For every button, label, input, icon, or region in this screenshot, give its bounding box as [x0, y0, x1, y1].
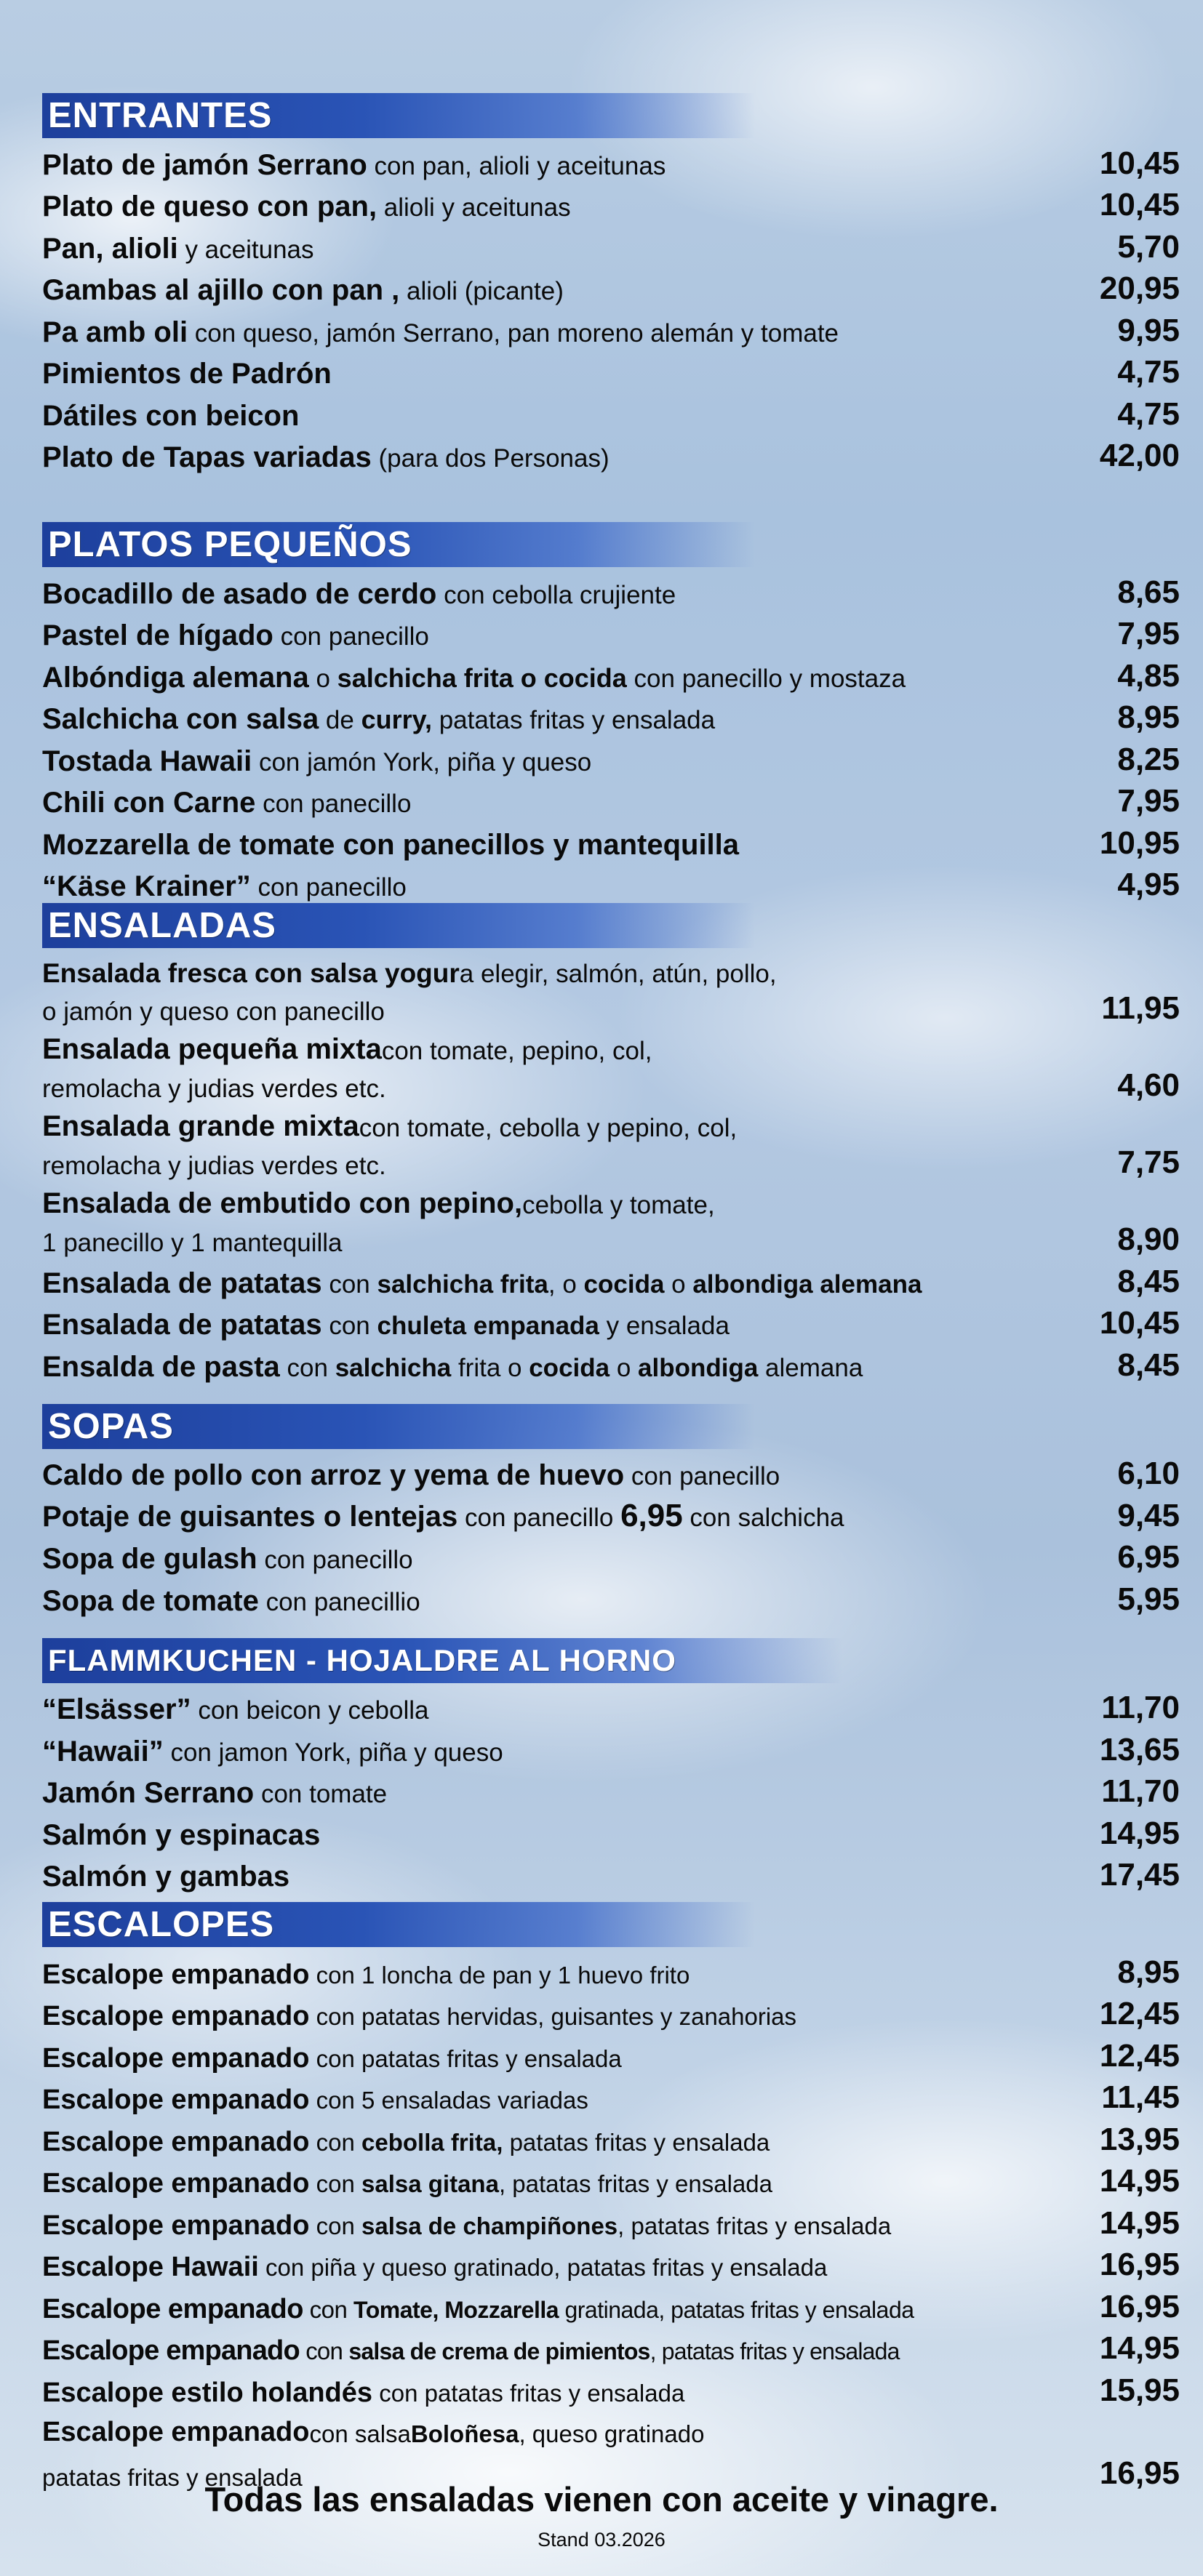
item-price: 16,95	[1099, 2247, 1180, 2282]
item-name: Ensalda de pasta	[42, 1350, 280, 1383]
item-name: chuleta empanada	[377, 1312, 599, 1340]
menu-item	[42, 1104, 1183, 1181]
item-price: 7,75	[1117, 1144, 1180, 1180]
item-name: salsa de champiñones	[361, 2212, 618, 2239]
menu-item	[42, 2325, 1183, 2367]
menu-item	[42, 1258, 1183, 1300]
item-price: 4,75	[1117, 396, 1180, 432]
item-name: Ensalada fresca con salsa yogur	[42, 958, 460, 988]
item-desc: con panecillo	[257, 1546, 413, 1574]
item-desc: con jamón York, piña y queso	[252, 747, 592, 777]
menu-item	[42, 1300, 1183, 1342]
menu-item	[42, 1810, 1183, 1852]
item-desc: con	[309, 2212, 362, 2239]
section-title: ENSALADAS	[48, 906, 276, 945]
item-name: Escalope empanado	[42, 2335, 300, 2366]
item-desc: con 1 loncha de pan y 1 huevo frito	[309, 1961, 690, 1989]
item-desc: con panecillo y mostaza	[626, 664, 906, 693]
menu-item	[42, 950, 1183, 1027]
item-name: Sopa de tomate	[42, 1584, 259, 1617]
item-desc: con	[321, 1269, 377, 1299]
menu-item	[42, 2242, 1183, 2284]
item-name: cocida	[529, 1353, 610, 1382]
item-name: Chili con Carne	[42, 787, 256, 819]
item-name: Tomate, Mozzarella	[353, 2296, 559, 2323]
section-title: PLATOS PEQUEÑOS	[48, 525, 412, 564]
item-price: 12,45	[1099, 2037, 1180, 2074]
item-price: 8,25	[1117, 741, 1180, 777]
item-desc: remolacha y judias verdes etc.	[42, 1075, 386, 1103]
section-header	[42, 93, 755, 138]
item-desc: con panecillio	[258, 1587, 420, 1616]
menu-item	[42, 182, 1183, 224]
item-price: 8,95	[1117, 1954, 1180, 1990]
menu-item	[42, 1685, 1183, 1727]
item-desc: con queso, jamón Serrano, pan moreno alemán y tomate	[188, 318, 839, 348]
item-price: 4,60	[1117, 1067, 1180, 1103]
item-desc: , patatas fritas y ensalada	[650, 2338, 900, 2364]
item-desc: (para dos Personas)	[371, 444, 610, 473]
item-name: Gambas al ajillo con pan ,	[42, 274, 400, 306]
item-desc: con	[321, 1312, 377, 1340]
item-name: Sopa de gulash	[42, 1543, 257, 1575]
item-desc: , patatas fritas y ensalada	[618, 2212, 892, 2239]
item-price: 10,95	[1099, 824, 1180, 861]
section-header	[42, 1902, 755, 1947]
item-name: salsa gitana	[361, 2170, 499, 2197]
item-desc: con panecillo	[250, 873, 407, 902]
item-price: 11,70	[1101, 1773, 1180, 1809]
item-name: Pastel de hígado	[42, 619, 273, 651]
item-name: Escalope empanado	[42, 2085, 310, 2115]
item-price: 6,95	[1117, 1539, 1180, 1575]
menu-item	[42, 1852, 1183, 1894]
item-name: salchicha frita	[377, 1269, 548, 1299]
item-name: Tostada Hawaii	[42, 745, 252, 777]
item-price: 12,45	[1099, 1996, 1180, 2031]
item-name: “Elsässer”	[42, 1693, 191, 1725]
item-name: Pimientos de Padrón	[42, 358, 332, 390]
item-name: Escalope estilo holandés	[42, 2377, 373, 2408]
menu	[42, 93, 1183, 2492]
item-price: 15,95	[1099, 2372, 1180, 2408]
item-price: 4,95	[1117, 867, 1180, 902]
item-desc: , patatas fritas y ensalada	[498, 2170, 773, 2197]
item-desc: con	[279, 1353, 335, 1382]
item-desc: con piña y queso gratinado, patatas fritas y ensalada	[258, 2254, 828, 2281]
item-price: 13,95	[1099, 2121, 1180, 2157]
item-price: 17,45	[1099, 1857, 1180, 1893]
menu-item	[42, 862, 1183, 904]
item-name: albondiga	[638, 1353, 759, 1382]
item-price: 6,95	[620, 1497, 683, 1533]
item-price: 11,95	[1101, 990, 1180, 1026]
item-name: cocida	[583, 1269, 665, 1299]
item-price: 8,90	[1117, 1221, 1180, 1257]
section-title: SOPAS	[48, 1406, 174, 1446]
menu-item	[42, 1949, 1183, 1991]
item-name: Ensalada de patatas	[42, 1309, 322, 1341]
item-desc: con salsa	[309, 2420, 411, 2447]
item-name: Escalope empanado	[42, 2001, 310, 2031]
item-desc: con	[309, 2170, 362, 2197]
menu-item	[42, 1991, 1183, 2033]
item-name: Jamón Serrano	[42, 1777, 255, 1809]
item-desc: con tomate, pepino, col,	[381, 1037, 652, 1065]
item-desc: con panecillo	[624, 1462, 780, 1490]
menu-item	[42, 694, 1183, 737]
item-price: 14,95	[1099, 2330, 1180, 2366]
item-desc: con panecillo	[273, 622, 429, 651]
section-header	[42, 1404, 755, 1449]
item-desc: y ensalada	[599, 1312, 730, 1340]
item-desc: patatas fritas y ensalada	[42, 2463, 303, 2491]
menu-item	[42, 223, 1183, 265]
item-desc: a elegir, salmón, atún, pollo,	[459, 960, 777, 988]
item-name: salchicha frita o cocida	[337, 662, 627, 693]
item-name: Ensalada de patatas	[42, 1267, 322, 1299]
item-price: 8,95	[1117, 699, 1180, 735]
item-name: Salmón y espinacas	[42, 1818, 321, 1851]
item-name: Potaje de guisantes o lentejas	[42, 1500, 458, 1533]
footer-note: Todas las ensaladas vienen con aceite y vinagre.	[204, 2480, 999, 2519]
item-desc: alioli (picante)	[399, 277, 564, 305]
footer-stand: Stand 03.2026	[537, 2529, 666, 2551]
item-price: 5,70	[1117, 228, 1180, 265]
item-desc: o jamón y queso con panecillo	[42, 998, 385, 1026]
menu-item	[42, 652, 1183, 694]
item-desc: o	[610, 1353, 639, 1382]
item-name: Escalope empanado	[42, 2416, 310, 2447]
menu-item	[42, 1576, 1183, 1618]
item-name: Escalope Hawaii	[42, 2252, 259, 2282]
menu-item	[42, 2158, 1183, 2200]
menu-item	[42, 140, 1183, 182]
menu-item	[42, 1341, 1183, 1384]
item-desc: , o	[548, 1269, 584, 1299]
item-name: Albóndiga alemana	[42, 661, 309, 694]
menu-item	[42, 1181, 1183, 1258]
item-price: 14,95	[1099, 1815, 1180, 1851]
item-price: 7,95	[1117, 616, 1180, 651]
item-price: 10,45	[1099, 145, 1180, 181]
item-name: salchicha	[335, 1353, 452, 1382]
menu-item	[42, 1492, 1183, 1534]
item-price: 6,10	[1117, 1456, 1180, 1491]
menu-item	[42, 1450, 1183, 1493]
item-desc: alioli y aceitunas	[377, 193, 571, 222]
item-desc: con panecillo	[457, 1503, 621, 1532]
item-price: 7,95	[1117, 783, 1180, 819]
item-name: Ensalada pequeña mixta	[42, 1033, 382, 1065]
menu-item	[42, 2074, 1183, 2116]
item-price: 10,45	[1099, 1305, 1180, 1341]
item-price: 5,95	[1117, 1581, 1180, 1617]
menu-item	[42, 778, 1183, 820]
menu-item	[42, 307, 1183, 349]
item-price: 4,75	[1117, 354, 1180, 390]
item-name: Caldo de pollo con arroz y yema de huevo	[42, 1459, 625, 1491]
item-name: Salmón y gambas	[42, 1861, 290, 1893]
item-desc: con	[309, 2128, 362, 2156]
item-desc: 1 panecillo y 1 mantequilla	[42, 1229, 343, 1257]
item-name: Mozzarella de tomate con panecillos y mantequilla	[42, 828, 740, 861]
menu-item	[42, 569, 1183, 611]
item-price: 9,45	[1117, 1497, 1180, 1533]
item-price: 9,95	[1117, 312, 1180, 348]
item-desc: o	[308, 664, 337, 693]
item-name: “Hawaii”	[42, 1735, 164, 1768]
item-name: Pa amb oli	[42, 316, 188, 348]
menu-item	[42, 736, 1183, 778]
menu-item	[42, 2032, 1183, 2074]
menu-item	[42, 1027, 1183, 1104]
item-price: 16,95	[1099, 2455, 1180, 2491]
menu-item	[42, 611, 1183, 653]
item-desc: con	[299, 2338, 349, 2364]
menu-item	[42, 433, 1183, 475]
item-price: 11,70	[1101, 1690, 1180, 1725]
menu-item	[42, 2367, 1183, 2409]
menu-item	[42, 349, 1183, 391]
section-header	[42, 522, 755, 567]
item-desc: y aceitunas	[177, 235, 314, 264]
item-desc: con pan, alioli y aceitunas	[367, 151, 666, 180]
item-desc: remolacha y judias verdes etc.	[42, 1152, 386, 1180]
menu-item	[42, 1726, 1183, 1768]
item-price: 10,45	[1099, 187, 1180, 222]
item-desc: con panecillo	[255, 790, 412, 818]
item-name: Escalope empanado	[42, 2042, 310, 2074]
item-name: Ensalada grande mixta	[42, 1110, 359, 1142]
menu-item	[42, 819, 1183, 862]
item-price: 14,95	[1099, 2163, 1180, 2199]
section-flammkuchen	[42, 1638, 1183, 1894]
item-name: Pan, alioli	[42, 232, 178, 265]
item-price: 42,00	[1099, 438, 1180, 473]
item-desc: con tomate	[254, 1780, 388, 1808]
item-name: Escalope empanado	[42, 2126, 310, 2157]
item-name: curry,	[361, 705, 432, 734]
item-name: Ensalada de embutido con pepino,	[42, 1187, 523, 1219]
menu-item	[42, 2116, 1183, 2158]
item-desc: patatas fritas y ensalada	[503, 2128, 770, 2156]
item-price: 8,45	[1117, 1263, 1180, 1299]
item-name: Boloñesa	[410, 2420, 519, 2447]
section-header	[42, 903, 755, 948]
section-platos-pequenos	[42, 522, 1183, 903]
item-name: cebolla frita,	[361, 2128, 503, 2156]
item-desc: o	[664, 1269, 693, 1299]
section-entrantes	[42, 93, 1183, 474]
item-name: albondiga alemana	[692, 1269, 922, 1299]
item-price: 8,65	[1117, 574, 1180, 610]
item-desc: de	[319, 706, 361, 734]
menu-item	[42, 2199, 1183, 2242]
section-header	[42, 1638, 842, 1683]
section-title: ENTRANTES	[48, 96, 273, 135]
item-name: Plato de jamón Serrano	[42, 148, 367, 181]
menu-item	[42, 2283, 1183, 2325]
item-name: salsa de crema de pimientos	[348, 2338, 650, 2364]
item-price: 14,95	[1099, 2204, 1180, 2241]
item-desc: patatas fritas y ensalada	[431, 706, 716, 734]
item-name: Plato de queso con pan,	[42, 190, 377, 222]
item-desc: con 5 ensaladas variadas	[309, 2087, 588, 2114]
item-desc: , queso gratinado	[519, 2420, 705, 2447]
item-desc: cebolla y tomate,	[522, 1191, 715, 1219]
item-price: 13,65	[1099, 1731, 1180, 1768]
item-desc: con salchicha	[682, 1503, 844, 1532]
item-desc: con tomate, cebolla y pepino, col,	[359, 1114, 738, 1142]
item-desc: con cebolla crujiente	[436, 580, 676, 609]
item-desc: con beicon y cebolla	[191, 1696, 429, 1725]
item-name: Dátiles con beicon	[42, 399, 300, 432]
item-desc: alemana	[758, 1353, 863, 1382]
item-desc: con patatas fritas y ensalada	[372, 2379, 685, 2407]
item-name: Escalope empanado	[42, 1959, 310, 1990]
item-name: “Käse Krainer”	[42, 870, 251, 902]
item-desc: con jamon York, piña y queso	[163, 1738, 503, 1767]
item-name: Plato de Tapas variadas	[42, 441, 372, 473]
section-ensaladas	[42, 903, 1183, 1384]
section-title: FLAMMKUCHEN - HOJALDRE AL HORNO	[48, 1642, 676, 1677]
item-desc: con patatas hervidas, guisantes y zanahorias	[309, 2003, 797, 2030]
item-desc: con	[303, 2295, 354, 2323]
item-name: Escalope empanado	[42, 2293, 303, 2324]
item-price: 4,85	[1117, 657, 1180, 694]
section-sopas	[42, 1404, 1183, 1618]
item-price: 8,45	[1117, 1347, 1180, 1383]
section-title: ESCALOPES	[48, 1905, 275, 1944]
item-name: Escalope empanado	[42, 2210, 310, 2241]
menu-item	[42, 1768, 1183, 1810]
menu-item	[42, 1534, 1183, 1576]
item-price: 20,95	[1099, 270, 1180, 306]
item-name: Bocadillo de asado de cerdo	[42, 577, 437, 610]
item-desc: con patatas fritas y ensalada	[309, 2045, 622, 2072]
item-name: Escalope empanado	[42, 2168, 310, 2199]
menu-item	[42, 390, 1183, 433]
item-desc: gratinada, patatas fritas y ensalada	[559, 2296, 914, 2323]
menu-item	[42, 265, 1183, 308]
item-price: 11,45	[1101, 2079, 1180, 2115]
item-name: Salchicha con salsa	[42, 703, 319, 735]
item-desc: frita o	[451, 1353, 529, 1382]
item-price: 16,95	[1099, 2288, 1180, 2324]
section-escalopes	[42, 1902, 1183, 2492]
